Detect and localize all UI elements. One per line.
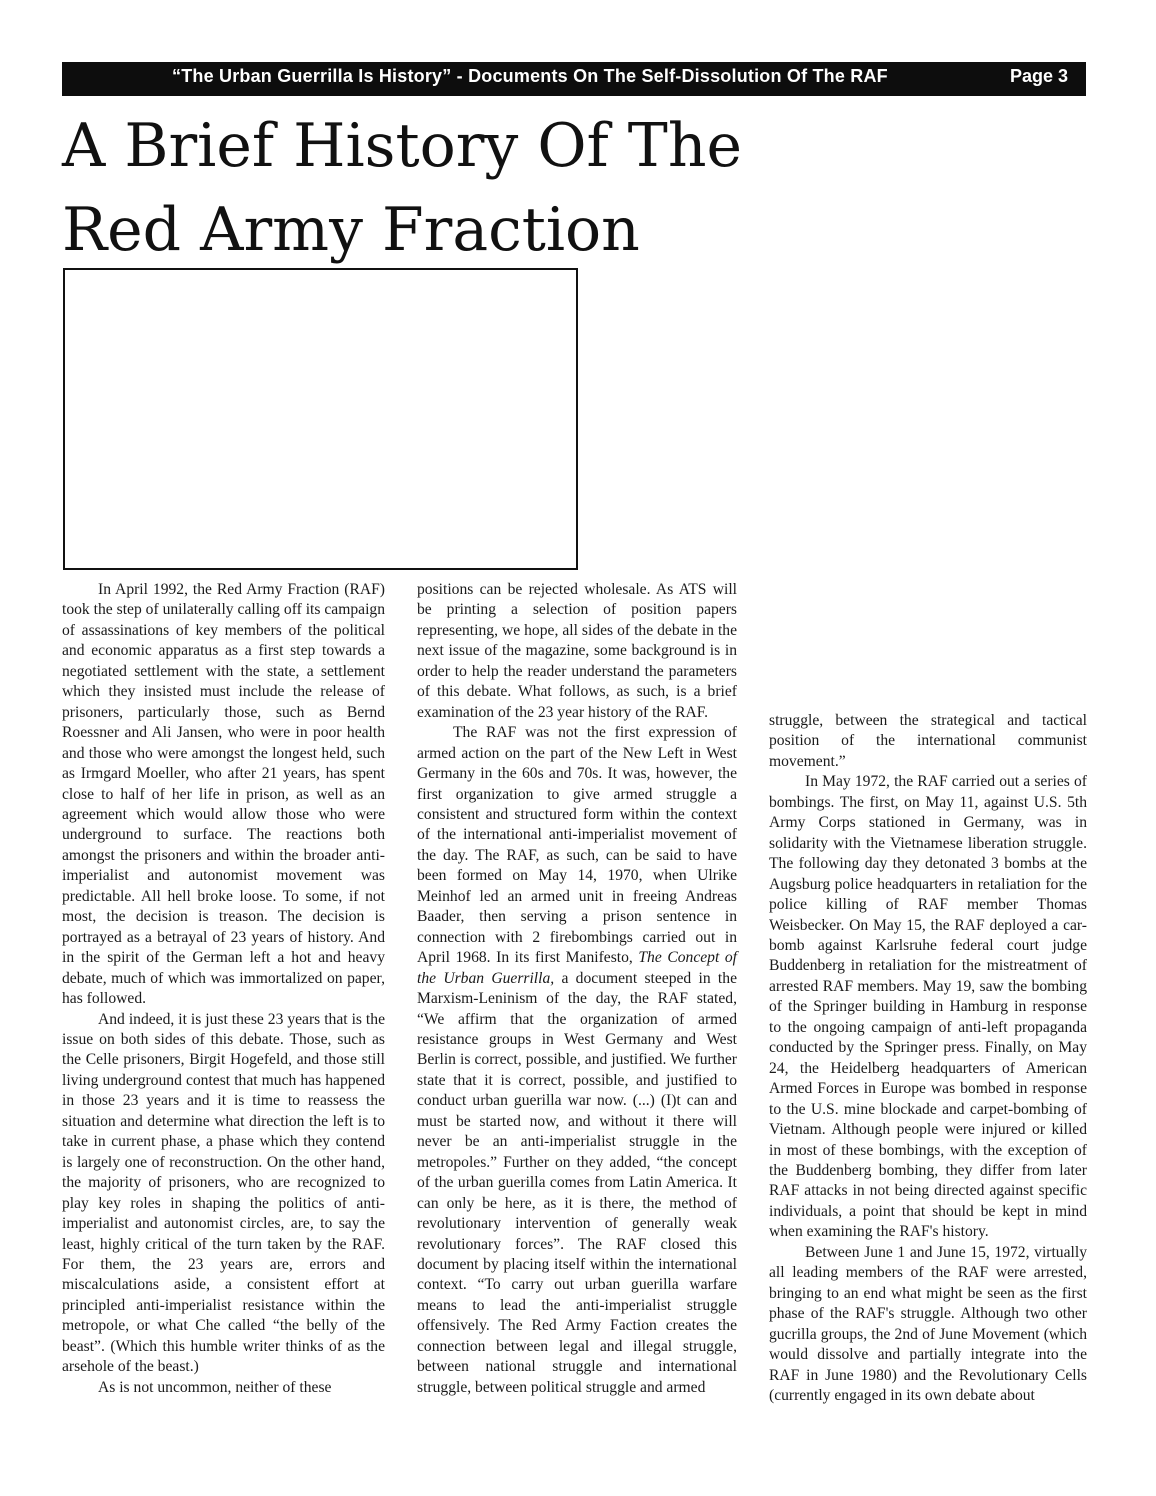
paragraph: positions can be rejected wholesale. As ATS will be printing a selection of position papers representing, we hope, all sides of the debate in the next issue of the magazine, some background is in order to help the reader understand the parameters of this debate. What follows, as such, is a brief examination of the 23 year history of the RAF. (417, 581, 737, 721)
headline-line-1: A Brief History Of The (62, 111, 742, 181)
headline-line-2: Red Army Fraction (62, 195, 640, 265)
paragraph: And indeed, it is just these 23 years that is the issue on both sides of this debate. Those, such as the Celle prisoners, Birgit Hogefeld, and those still living underground contest that much has happened in those 23 years and it is time to reassess the situation and determine what direction the left is to take in current phase, a phase which they contend is largely one of reconstruction. On the other hand, the majority of prisoners, who are recognized to play key roles in shaping the politics of anti-imperialist and autonomist circles, are, to say the least, highly critical of the turn taken by the RAF. For them, the 23 years are, errors and miscalculations aside, a consistent effort at principled anti-imperialist resistance within the metropole, or what Che called “the belly of the beast”. (Which this humble writer thinks of as the arsehole of the beast.) (62, 1010, 385, 1376)
manifesto-title: The Concept of the Urban Guerrilla, (417, 949, 737, 987)
publication-title: “The Urban Guerrilla Is History” - Documents On The Self-Dissolution Of The RAF (172, 66, 888, 86)
paragraph: As is not uncommon, neither of these (98, 1378, 332, 1396)
paragraph: In May 1972, the RAF carried out a series of bombings. The first, on May 11, against U.S. 5th Army Corps stationed in Germany, was in solidarity with the Vietnamese liberation struggle. The following day they detonated 3 bombs at the Augsburg police headquarters in retaliation for the police killing of RAF member Thomas Weisbecker. On May 15, the RAF deployed a car-bomb against Karlsruhe federal court judge Buddenberg in retaliation for the mistreatment of arrested RAF members. May 19, saw the bombing of the Springer building in Hamburg in response to the ongoing campaign of anti-left propaganda conducted by the Springer press. Finally, on May 24, the Heidelberg headquarters of American Armed Forces in Europe was bombed in response to the U.S. mine blockade and carpet-bombing of Vietnam. Although people were injured or killed in most of these bombings, with the exception of the Buddenberg bombing, they differ from later RAF attacks in not being directed against specific individuals, a point that should be kept in mind when examining the RAF's history. (769, 773, 1087, 1241)
paragraph: struggle, between the strategical and tactical position of the international communist movement.” (769, 712, 1087, 770)
paragraph-text: The RAF was not the first expression of armed action on the part of the New Left in West Germany in the 60s and 70s. It was, however, the first organization to give armed struggle a consistent and structured form within the context of the international anti-imperialist movement of the day. The RAF, as such, can be said to have been formed on May 14, 1970, when Ulrike Meinhof led an armed unit in freeing Andreas Baader, then serving a prison sentence in connection with 2 firebombings carried out in April 1968. In its first Manifesto, (417, 724, 737, 967)
article-column-1 (62, 580, 385, 1398)
paragraph-text: a document steeped in the Marxism-Leninism of the day, the RAF stated, “We affirm that the organization of armed resistance groups in West Germany and West Berlin is correct, possible, and justified. We further state that it is correct, possible, and justified to conduct urban guerilla war now. (...) (I)t can and must be started now, and without it there will never be an anti-imperialist struggle in the metropoles.” Further on they added, “the concept of the urban guerilla comes from Latin America. It can only be here, as it is there, the method of revolutionary intervention of generally weak revolutionary forces”. The RAF closed this document by placing itself within the international context. “To carry out urban guerilla warfare means to lead the anti-imperialist struggle offensively. The Red Army Faction creates the connection between legal and illegal struggle, between national struggle and international struggle, between political struggle and armed (417, 969, 737, 1396)
article-column-3 (769, 711, 1087, 1406)
running-header (62, 62, 1086, 96)
article-column-2 (417, 580, 737, 1398)
article-headline (62, 104, 1022, 272)
page-number: Page 3 (1009, 66, 1068, 86)
paragraph (417, 723, 737, 1398)
photo-placeholder (63, 268, 578, 570)
paragraph: Between June 1 and June 15, 1972, virtually all leading members of the RAF were arrested, bringing to an end what might be seen as the first phase of the RAF's struggle. Although two other gucrilla groups, the 2nd of June Movement (which would dissolve and partially integrate into the RAF in June 1980) and the Revolutionary Cells (currently engaged in its own debate about (769, 1243, 1087, 1404)
paragraph: In April 1992, the Red Army Fraction (RAF) took the step of unilaterally calling off its campaign of assassinations of key members of the political and economic apparatus as a first step towards a negotiated settlement with the state, a settlement which they insisted must include the release of prisoners, particularly those, such as Bernd Roessner and Ali Jansen, who were in poor health and those who were amongst the longest held, such as Irmgard Moeller, who after 21 years, has spent close to half of her life in prison, as well as an agreement which would allow those who were underground to surface. The reactions both amongst the prisoners and within the broader anti-imperialist and autonomist movement was predictable. All hell broke loose. To some, if not most, the decision is treason. The decision is portrayed as a betrayal of 23 years of history. And in the spirit of the German left a hot and heavy debate, much of which was immortalized on paper, has followed. (62, 581, 385, 1008)
